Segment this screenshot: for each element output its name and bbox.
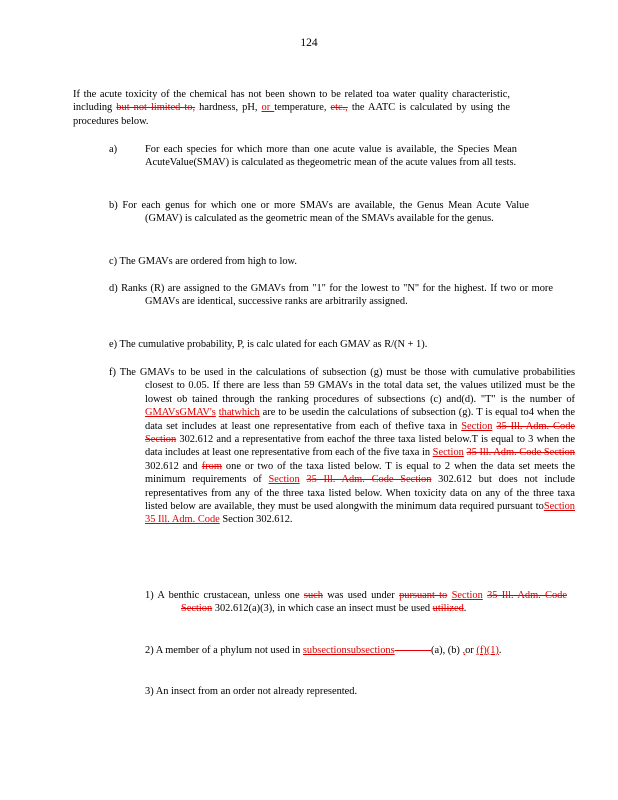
item-b [109,199,529,226]
item-f-1-text: . [463,603,467,615]
item-f-3-text: An insect from an order not already represented. [155,686,358,697]
deleted-text: 35 Ill. Adm. Code Section [466,447,575,459]
item-f-3-label: 3) [145,686,154,697]
item-f-1-text: was used under [322,590,400,601]
item-f-text: are to be usedin the calculations of subsection (g). T is equal to4 when the data set includes at least one representative from each of thefive taxa in [145,407,575,432]
item-f-2 [145,644,567,657]
item-f-text: The GMAVs to be used in the calculations of subsection (g) must be those with cumulative probabilities closest to 0.05. If there are less than 59 GMAVs in the total data set, the values utilized must be the lowest ob tained through the ranking procedures of subsections (c) and(d). "T" is the number of [119,367,575,405]
item-c-label: c) [109,256,118,267]
inserted-text: (f) [476,645,487,656]
item-f-1-label: 1) [145,590,154,601]
deleted-text: 35 Ill. Adm. Code Section [306,474,432,486]
inserted-text: Section [432,447,464,459]
item-e-label: e) [109,339,118,350]
deleted-text: 35 Ill. Adm. Code Section [181,590,567,615]
item-e [109,338,529,351]
item-b-text: For each genus for which one or more SMAVs are available, the Genus Mean Acute Value (GMAV) is calculated as the geometric mean of the SMAVs available for the genus. [122,200,529,225]
item-e-text: The cumulative probability, P, is calc ulated for each GMAV as R/(N + 1). [119,339,428,350]
item-f [109,366,575,527]
item-b-label: b) [109,200,118,211]
item-f-text: Section 302.612. [219,514,293,526]
inserted-text: GMAVsGMAV's [145,407,216,419]
inserted-text: , [462,645,466,656]
item-f-1 [145,589,567,616]
inserted-text: or [261,102,275,114]
intro-text-1: If the acute toxicity of the chemical has not been shown to be related toa water quality characteristic, including [73,89,510,114]
item-c-text: The GMAVs are ordered from high to low. [119,256,297,267]
inserted-text: Section [461,420,493,432]
deleted-text: such [303,590,323,601]
intro-text-2: hardness, pH, [195,102,262,114]
intro-text-4: the AATC is calculated by using the procedures below. [73,102,510,127]
item-f-2-text: . [498,645,502,656]
intro-text-3: temperature, [274,102,331,114]
inserted-text: subsectionsubsections [302,645,395,656]
deleted-text: 35 Ill. Adm. Code Section [145,420,575,446]
item-f-2-text: or [465,645,477,656]
deleted-text: utilized [432,603,464,615]
page-number: 124 [300,37,318,49]
item-f-text: one or two of the taxa listed below. T is equal to 2 when the data set meets the minimum requirements of [145,460,576,486]
item-d-text: Ranks (R) are assigned to the GMAVs from "1" for the lowest to "N" for the highest. If two or more GMAVs are identical, successive ranks are arbitrarily assigned. [121,283,553,308]
inserted-text: Section [451,590,483,601]
inserted-text: (1) [486,645,499,656]
item-f-2-text: A member of a phylum not used in [155,645,303,656]
item-f-text: 302.612 and [145,460,202,472]
item-d [109,282,553,309]
item-f-2-label: 2) [145,645,154,656]
deleted-text: pursuant to [399,590,448,601]
item-a-text: For each species for which more than one acute value is available, the Species Mean AcuteValue(SMAV) is calculated as thegeometric mean of the acute values from all tests. [145,144,517,169]
item-d-label: d) [109,283,118,294]
item-f-text: 302.612 and a representative from eachof the three taxa listed below.T is equal to 3 when the data includes at least one representative from each of the five taxa in [145,434,575,459]
inserted-text: Section [268,474,300,486]
item-f-text: 302.612 but does not include representatives from any of the three taxa listed below. When toxicity data on any of the three taxa listed below are available, they must be used alongwith the minimum data required pursuant to [145,474,575,513]
item-f-2-text: (a), (b) [431,645,463,656]
item-c [109,255,529,268]
item-a-label: a) [109,144,118,155]
deleted-text [395,645,431,656]
item-f-label: f) [109,367,116,378]
inserted-text: thatwhich [218,407,260,419]
item-f-3 [145,685,531,698]
deleted-text: etc., [330,102,348,114]
deleted-text: but not limited to, [116,102,196,114]
item-f-1-text: A benthic crustacean, unless one [157,590,304,601]
item-f-1-text: 302.612(a)(3), in which case an insect must be used [212,603,433,615]
deleted-text: from [201,460,222,472]
inserted-text: Section 35 Ill. Adm. Code [145,501,575,526]
intro-paragraph [73,88,510,128]
